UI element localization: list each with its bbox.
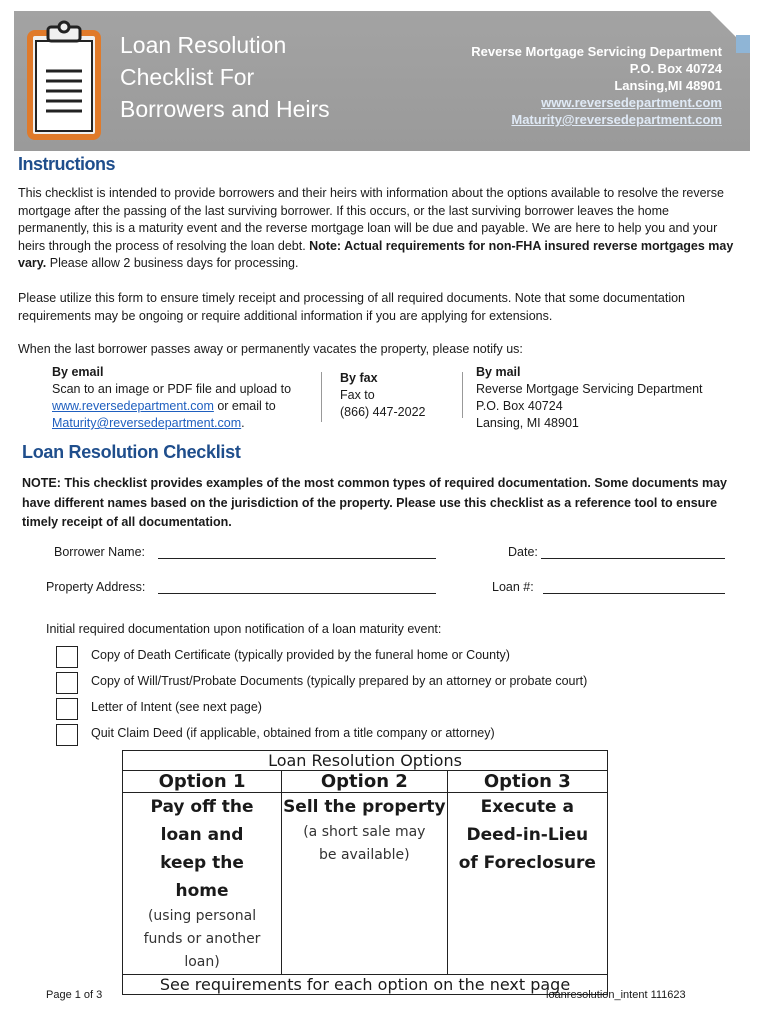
options-footer: See requirements for each option on the next page xyxy=(123,975,608,995)
checklist-heading: Loan Resolution Checklist xyxy=(22,442,241,462)
checklist-item-label: Quit Claim Deed (if applicable, obtained from a title company or attorney) xyxy=(91,726,495,740)
email-heading: By email xyxy=(52,365,104,379)
form-code: loanresolution_intent 111623 xyxy=(546,989,686,1001)
date-label: Date: xyxy=(508,545,538,559)
email-mid-text: or email to xyxy=(213,399,276,413)
clipboard-icon xyxy=(24,19,104,143)
fax-line-1: Fax to xyxy=(340,388,375,402)
checklist-item-label: Letter of Intent (see next page) xyxy=(91,700,262,714)
instructions-paragraph-1 xyxy=(18,185,738,273)
website-link[interactable]: www.reversedepartment.com xyxy=(52,399,214,413)
instructions-heading: Instructions xyxy=(18,154,116,174)
instructions-paragraph-3: When the last borrower passes away or permanently vacates the property, please notify us: xyxy=(18,342,523,356)
option-1-sub: (using personal funds or another loan) xyxy=(143,908,261,970)
fax-heading: By fax xyxy=(340,371,378,385)
email-line-1: Scan to an image or PDF file and upload to xyxy=(52,382,292,396)
mail-line-1: Reverse Mortgage Servicing Department xyxy=(476,382,703,396)
death-certificate-checkbox[interactable] xyxy=(56,646,78,668)
instructions-note: Note: Actual requirements for non-FHA insured reverse mortgages may vary. xyxy=(18,238,734,270)
checklist-note: NOTE: This checklist provides examples of the most common types of required documentation. Some documents may have different names based on the jurisdiction of the property. Please use this checklist as a reference tool to ensure timely receipt of all documentation. xyxy=(22,476,728,529)
option-3-main: Execute a Deed-in-Lieu of Foreclosure xyxy=(458,797,596,873)
contact-divider-2 xyxy=(462,372,463,418)
checklist-item-label: Copy of Will/Trust/Probate Documents (typically prepared by an attorney or probate court) xyxy=(91,674,588,688)
header-banner xyxy=(14,11,750,151)
loan-number-field[interactable] xyxy=(543,593,725,594)
instructions-text: This checklist is intended to provide borrowers and their heirs with information about the options available to resolve the reverse mortgage after the passing of the last surviving borrower. If this occurs, or the last surviving borrower leaves the home permanently, this is a maturity event and the reverse mortgage loan will be due and payable. We are here to help you and your heirs through the process of resolving the loan debt. xyxy=(18,186,724,253)
mail-heading: By mail xyxy=(476,365,521,379)
department-po-box: P.O. Box 40724 xyxy=(629,61,722,76)
quit-claim-deed-checkbox[interactable] xyxy=(56,724,78,746)
department-city: Lansing,MI 48901 xyxy=(614,78,722,93)
instructions-tail: Please allow 2 business days for processing. xyxy=(46,256,299,270)
option-1-cell xyxy=(123,793,282,975)
option-1-heading: Option 1 xyxy=(123,771,282,793)
email-period: . xyxy=(241,416,245,430)
checklist-item-label: Copy of Death Certificate (typically provided by the funeral home or County) xyxy=(91,648,510,662)
letter-of-intent-checkbox[interactable] xyxy=(56,698,78,720)
contact-fax xyxy=(340,370,450,421)
title-line-3: Borrowers and Heirs xyxy=(120,96,330,122)
mail-line-2: P.O. Box 40724 xyxy=(476,399,563,413)
page-number: Page 1 of 3 xyxy=(46,989,103,1001)
department-name: Reverse Mortgage Servicing Department xyxy=(471,44,722,59)
mail-line-3: Lansing, MI 48901 xyxy=(476,416,579,430)
option-1-main: Pay off the loan and keep the home xyxy=(150,797,254,901)
title-line-2: Checklist For xyxy=(120,64,255,90)
loan-resolution-options-table xyxy=(122,750,608,995)
department-website-link[interactable]: www.reversedepartment.com xyxy=(541,95,722,110)
option-2-cell xyxy=(282,793,448,975)
option-2-main: Sell the property xyxy=(283,797,446,817)
title-line-1: Loan Resolution xyxy=(120,32,287,58)
options-title: Loan Resolution Options xyxy=(123,751,608,771)
date-field[interactable] xyxy=(541,558,725,559)
will-trust-probate-checkbox[interactable] xyxy=(56,672,78,694)
department-email-link[interactable]: Maturity@reversedepartment.com xyxy=(511,112,722,127)
document-title xyxy=(120,29,330,125)
contact-divider-1 xyxy=(321,372,322,422)
option-2-heading: Option 2 xyxy=(282,771,448,793)
email-line-2 xyxy=(52,398,314,415)
property-address-label: Property Address: xyxy=(46,580,146,594)
property-address-field[interactable] xyxy=(158,593,436,594)
option-2-sub: (a short sale may be available) xyxy=(303,824,426,863)
email-line-3 xyxy=(52,415,314,432)
page-curl-accent xyxy=(736,35,750,53)
instructions-paragraph-2: Please utilize this form to ensure timely receipt and processing of all required documents. Note that some documentation requirements may be ongoing or require additional information if you are applying for extensions. xyxy=(18,291,686,323)
borrower-name-label: Borrower Name: xyxy=(54,545,145,559)
initial-documentation-label: Initial required documentation upon notification of a loan maturity event: xyxy=(46,622,442,636)
option-3-heading: Option 3 xyxy=(447,771,607,793)
contact-mail xyxy=(476,364,736,432)
fax-number: (866) 447-2022 xyxy=(340,405,426,419)
contact-email xyxy=(52,364,314,432)
loan-number-label: Loan #: xyxy=(492,580,534,594)
maturity-email-link[interactable]: Maturity@reversedepartment.com xyxy=(52,416,242,430)
option-3-cell xyxy=(447,793,607,975)
borrower-name-field[interactable] xyxy=(158,558,436,559)
department-address xyxy=(471,43,722,128)
